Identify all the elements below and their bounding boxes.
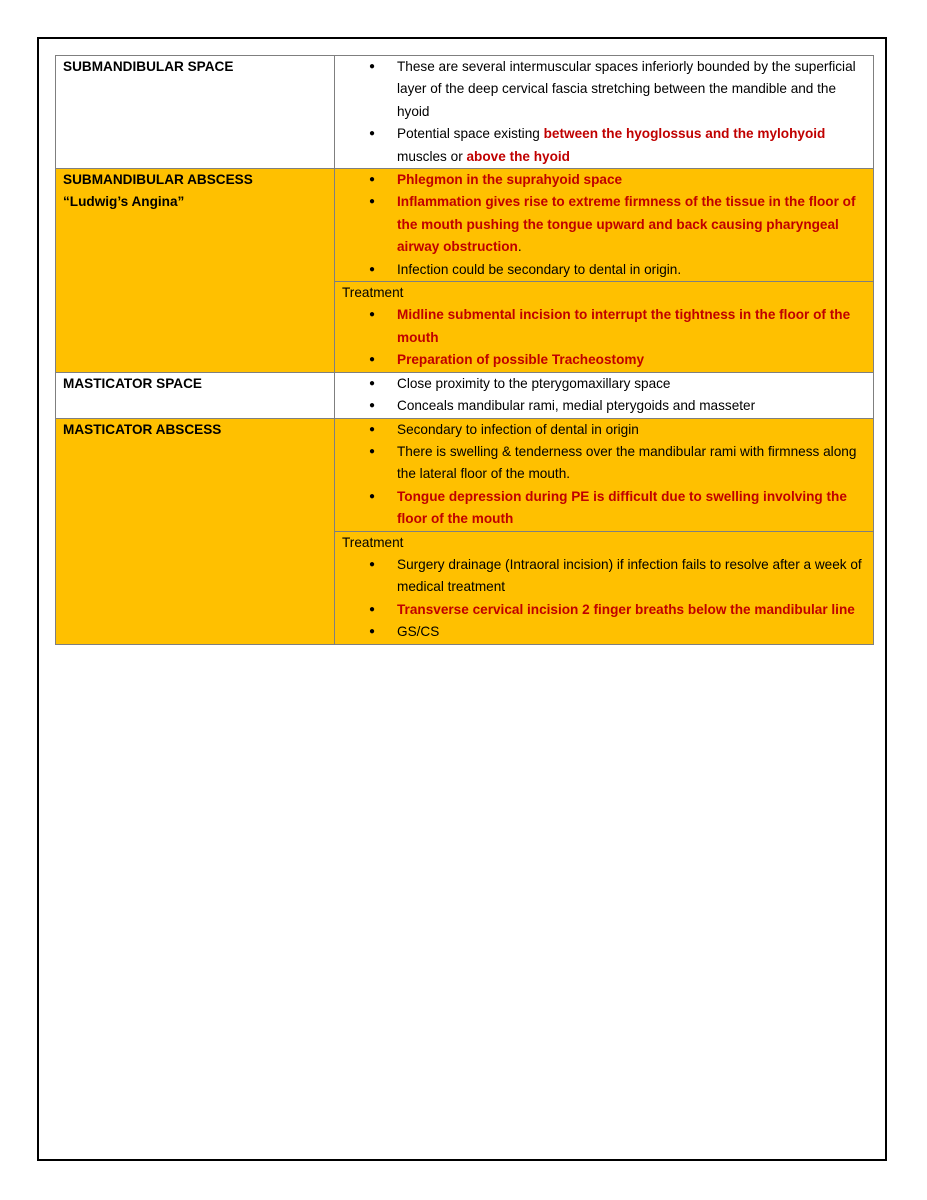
bullet-icon: ●	[369, 61, 376, 72]
table-row	[56, 418, 874, 531]
term-cell	[56, 56, 335, 169]
treatment-label: Treatment	[342, 285, 404, 301]
term-submandibular-space: SUBMANDIBULAR SPACE	[63, 59, 234, 74]
treatment-label: Treatment	[342, 534, 404, 550]
table-row	[56, 169, 874, 282]
bullet-icon: ●	[369, 603, 376, 615]
list-item: ● Conceals mandibular rami, medial pterygoids and masseter	[342, 395, 867, 417]
bullet-list	[342, 169, 867, 281]
treatment-cell	[335, 282, 874, 373]
bullet-list	[342, 373, 867, 418]
list-item: ● Infection could be secondary to dental in origin.	[342, 259, 867, 281]
bullet-list	[342, 419, 867, 531]
description-cell	[335, 169, 874, 282]
bullet-icon: ●	[369, 354, 376, 366]
description-cell	[335, 56, 874, 169]
list-item: ● These are several intermuscular spaces inferiorly bounded by the superficial layer of the deep cervical fascia stretching between the mandible and the hyoid	[342, 56, 867, 123]
term-masticator-space: MASTICATOR SPACE	[63, 375, 202, 391]
bullet-list	[342, 56, 867, 168]
list-item: ● Close proximity to the pterygomaxillary space	[342, 373, 867, 395]
bullet-icon: ●	[369, 196, 376, 208]
term-cell	[56, 372, 335, 418]
term-submandibular-abscess: SUBMANDIBULAR ABSCESS	[63, 172, 253, 188]
table-row	[56, 372, 874, 418]
bullet-list	[342, 554, 867, 644]
list-item: ● Surgery drainage (Intraoral incision) if infection fails to resolve after a week of medical treatment	[342, 554, 867, 599]
list-item: ● Inflammation gives rise to extreme firmness of the tissue in the floor of the mouth pushing the tongue upward and back causing pharyngeal airway obstruction.	[342, 191, 867, 258]
bullet-icon: ●	[369, 445, 376, 457]
term-masticator-abscess: MASTICATOR ABSCESS	[63, 421, 222, 437]
list-item: ● Preparation of possible Tracheostomy	[342, 349, 867, 371]
list-item: ● Tongue depression during PE is difficult due to swelling involving the floor of the mouth	[342, 486, 867, 531]
bullet-icon: ●	[369, 309, 376, 321]
bullet-icon: ●	[369, 626, 376, 638]
description-cell	[335, 418, 874, 531]
list-item: ● There is swelling & tenderness over the mandibular rami with firmness along the lateral floor of the mouth.	[342, 441, 867, 486]
bullet-icon: ●	[369, 377, 376, 389]
list-item: ● Transverse cervical incision 2 finger breaths below the mandibular line	[342, 599, 867, 621]
bullet-icon: ●	[369, 174, 376, 186]
bullet-list	[342, 304, 867, 371]
table-row	[56, 56, 874, 169]
description-cell	[335, 372, 874, 418]
term-cell	[56, 169, 335, 373]
bullet-icon: ●	[369, 128, 376, 140]
bullet-icon: ●	[369, 423, 376, 435]
list-item: ● Phlegmon in the suprahyoid space	[342, 169, 867, 191]
term-ludwigs-angina: “Ludwig’s Angina”	[63, 194, 185, 210]
term-cell	[56, 418, 335, 644]
list-item: ● GS/CS	[342, 621, 867, 643]
bullet-icon: ●	[369, 558, 376, 570]
list-item: ● Secondary to infection of dental in origin	[342, 419, 867, 441]
bullet-icon: ●	[369, 400, 376, 412]
list-item: ● Potential space existing between the hyoglossus and the mylohyoid muscles or above the hyoid	[342, 123, 867, 168]
treatment-cell	[335, 531, 874, 644]
list-item: ● Midline submental incision to interrupt the tightness in the floor of the mouth	[342, 304, 867, 349]
notes-table	[55, 55, 874, 645]
bullet-icon: ●	[369, 263, 376, 275]
bullet-icon: ●	[369, 490, 376, 502]
